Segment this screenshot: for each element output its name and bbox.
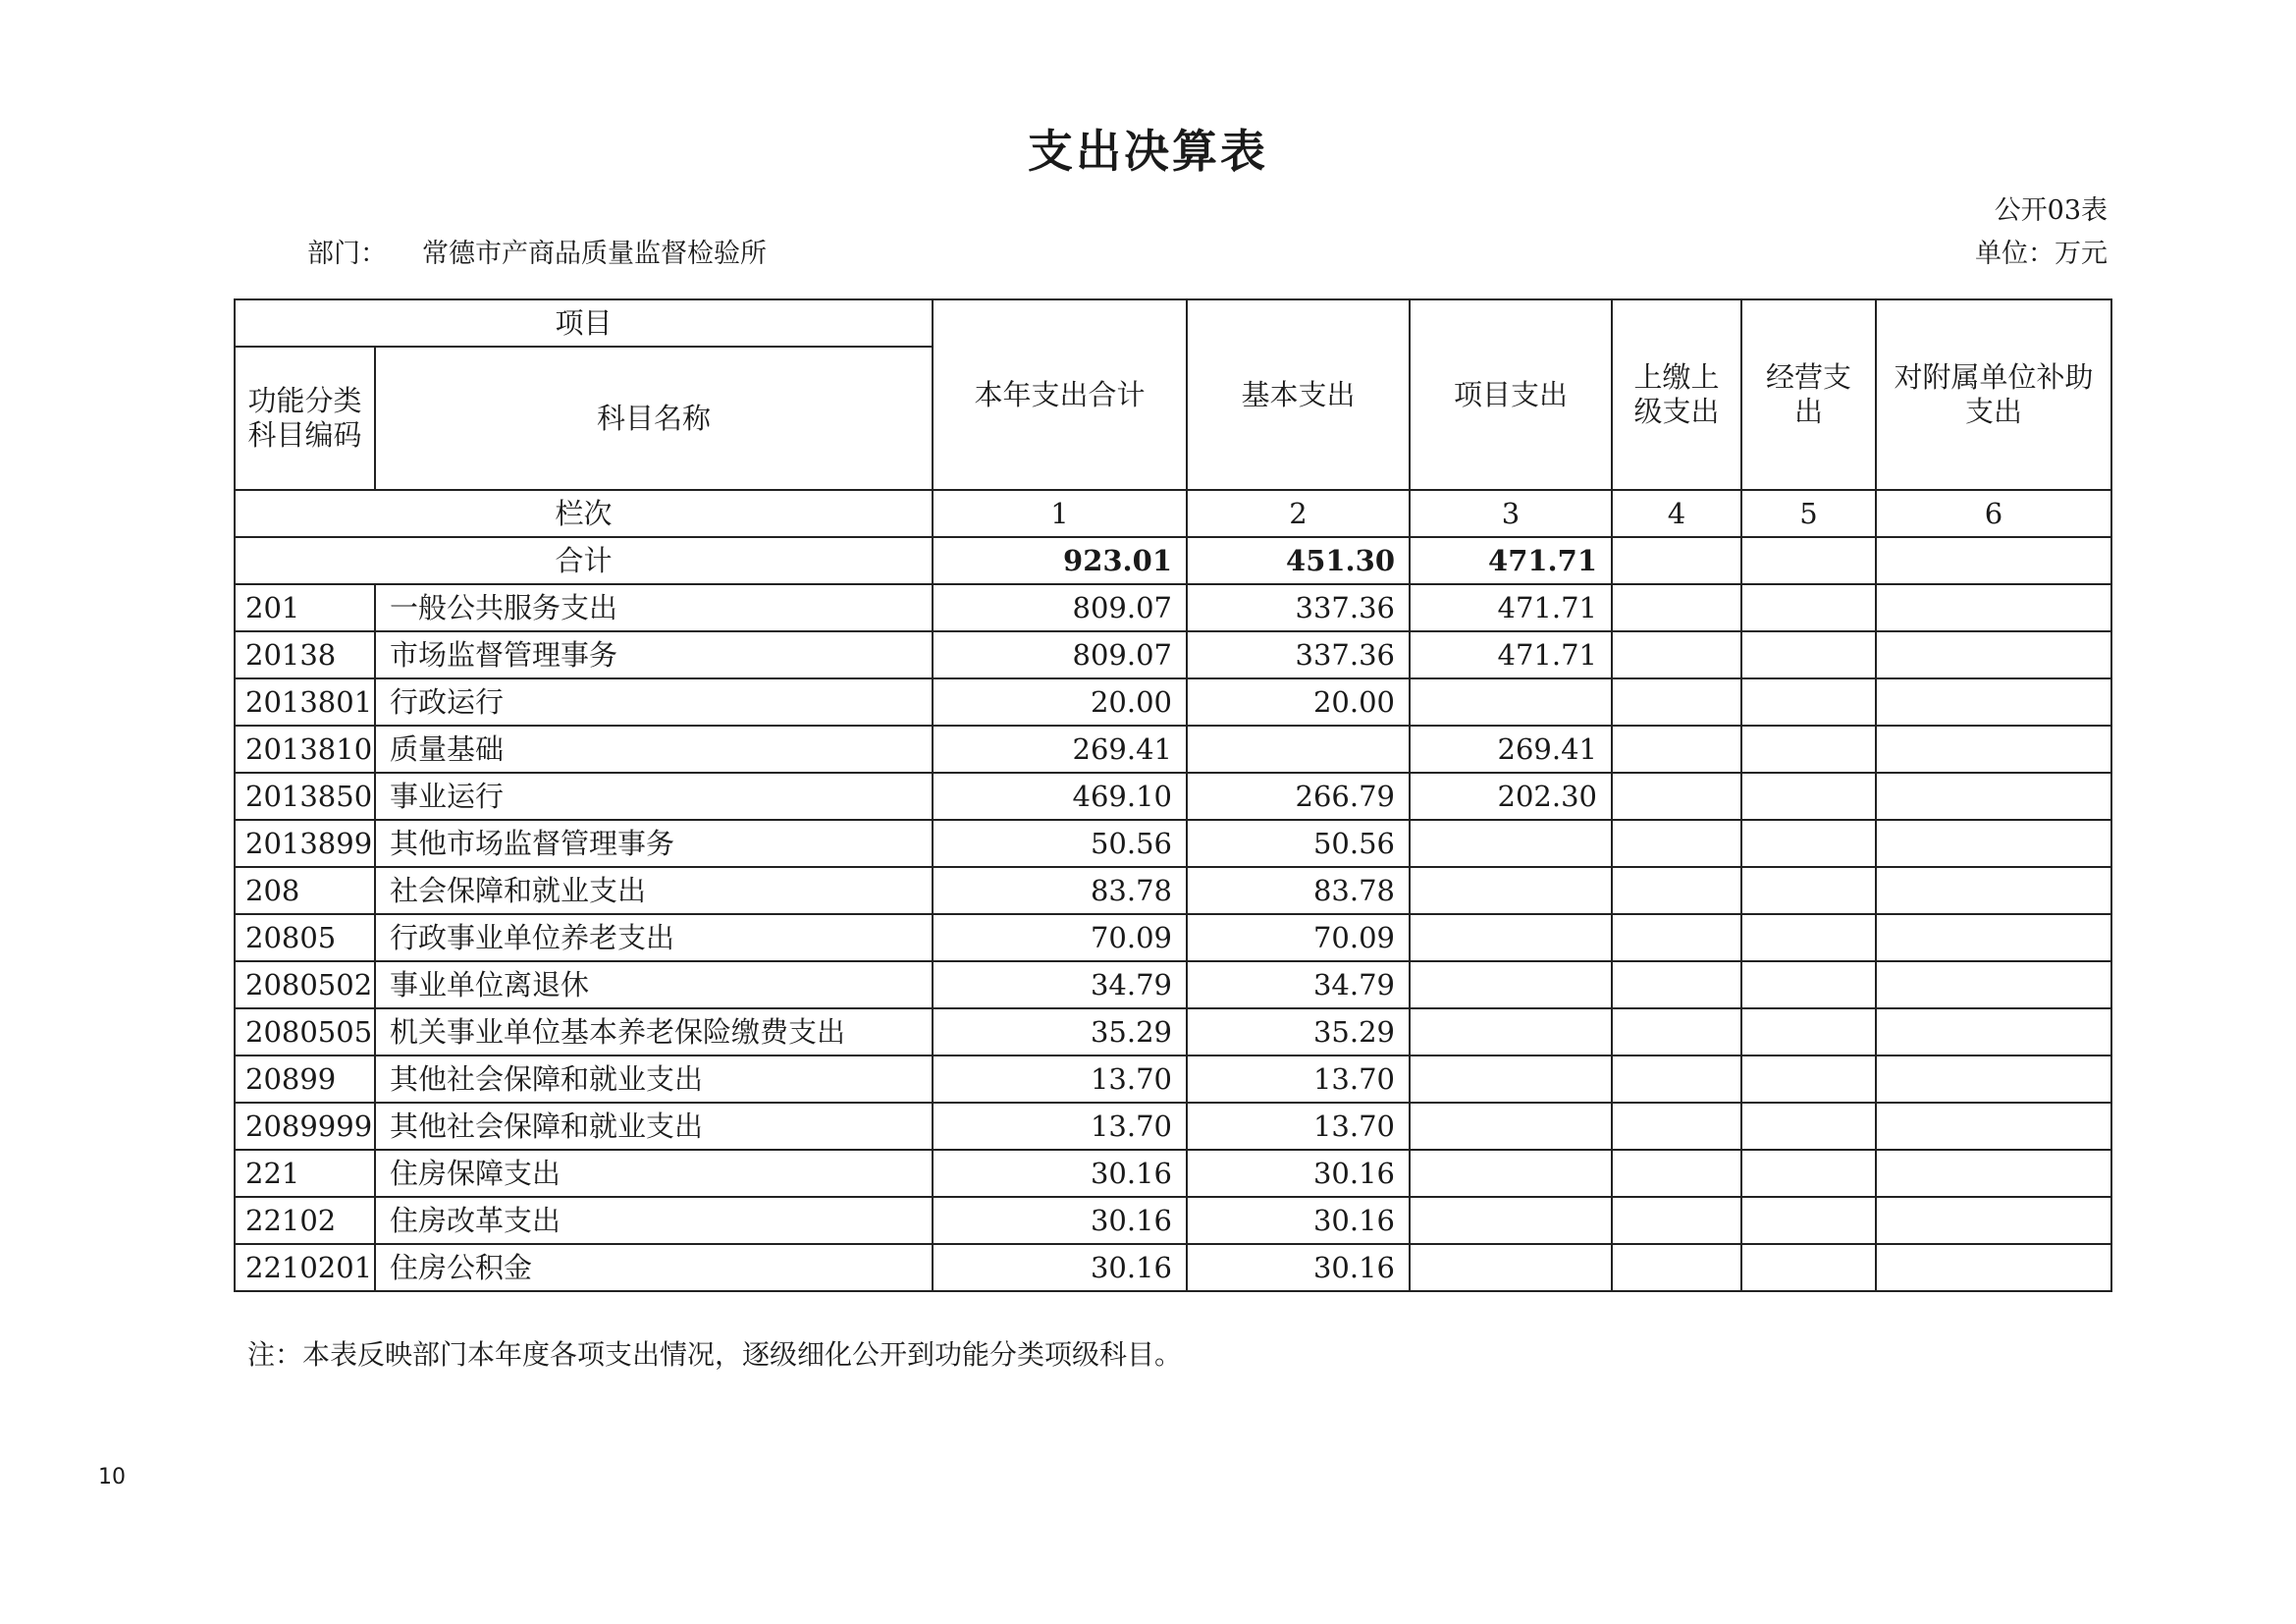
row-name: 一般公共服务支出 [375, 584, 933, 631]
row-code: 20138 [235, 631, 375, 678]
row-value [1410, 1150, 1612, 1197]
col-index: 2 [1187, 490, 1410, 537]
row-value [1741, 584, 1876, 631]
page-number: 10 [98, 1465, 126, 1489]
header-upper: 上缴上级支出 [1612, 299, 1741, 490]
row-name: 住房保障支出 [375, 1150, 933, 1197]
row-name: 行政运行 [375, 678, 933, 726]
row-value [1612, 914, 1741, 961]
row-value [1612, 1244, 1741, 1291]
row-name: 其他市场监督管理事务 [375, 820, 933, 867]
expenditure-table [234, 298, 2112, 1292]
total-value: 471.71 [1410, 537, 1612, 584]
row-value [1741, 1008, 1876, 1056]
row-value [1741, 1197, 1876, 1244]
row-value [1876, 678, 2111, 726]
header-item: 项目 [235, 299, 933, 347]
row-value: 809.07 [933, 631, 1187, 678]
row-value: 337.36 [1187, 584, 1410, 631]
table-row [235, 914, 2111, 961]
row-value [1612, 961, 1741, 1008]
total-value [1612, 537, 1741, 584]
row-value [1410, 1244, 1612, 1291]
table-row [235, 1244, 2111, 1291]
row-value [1876, 867, 2111, 914]
row-value [1612, 726, 1741, 773]
row-value [1612, 631, 1741, 678]
row-value: 471.71 [1410, 631, 1612, 678]
table-row [235, 1008, 2111, 1056]
row-code: 2013850 [235, 773, 375, 820]
row-value: 83.78 [933, 867, 1187, 914]
row-code: 221 [235, 1150, 375, 1197]
row-value [1410, 1056, 1612, 1103]
row-value [1876, 820, 2111, 867]
unit-label: 单位：万元 [1975, 239, 2108, 269]
department-name: 常德市产商品质量监督检验所 [422, 239, 767, 269]
total-value [1876, 537, 2111, 584]
row-value [1876, 584, 2111, 631]
page-title: 支出决算表 [1028, 125, 1268, 178]
row-code: 2080505 [235, 1008, 375, 1056]
row-value: 269.41 [933, 726, 1187, 773]
row-code: 2013899 [235, 820, 375, 867]
row-value [1612, 1056, 1741, 1103]
row-value: 202.30 [1410, 773, 1612, 820]
row-value [1410, 1103, 1612, 1150]
row-value [1741, 1103, 1876, 1150]
row-code: 2013801 [235, 678, 375, 726]
row-value: 13.70 [933, 1056, 1187, 1103]
table-row [235, 1056, 2111, 1103]
row-code: 2210201 [235, 1244, 375, 1291]
row-value [1410, 1197, 1612, 1244]
row-value [1876, 1056, 2111, 1103]
department-label: 部门： [307, 239, 387, 269]
row-value [1876, 961, 2111, 1008]
row-value [1876, 1244, 2111, 1291]
row-value [1876, 1150, 2111, 1197]
header-name: 科目名称 [375, 347, 933, 490]
total-value: 451.30 [1187, 537, 1410, 584]
row-value: 30.16 [933, 1150, 1187, 1197]
row-value: 13.70 [1187, 1103, 1410, 1150]
row-value: 13.70 [1187, 1056, 1410, 1103]
header-total: 本年支出合计 [933, 299, 1187, 490]
col-index: 3 [1410, 490, 1612, 537]
row-value [1410, 961, 1612, 1008]
header-basic: 基本支出 [1187, 299, 1410, 490]
row-value [1612, 1150, 1741, 1197]
row-code: 22102 [235, 1197, 375, 1244]
row-name: 机关事业单位基本养老保险缴费支出 [375, 1008, 933, 1056]
row-name: 事业运行 [375, 773, 933, 820]
row-name: 市场监督管理事务 [375, 631, 933, 678]
row-value [1741, 1244, 1876, 1291]
row-value [1741, 631, 1876, 678]
row-value [1741, 773, 1876, 820]
row-value: 30.16 [1187, 1150, 1410, 1197]
row-name: 其他社会保障和就业支出 [375, 1056, 933, 1103]
row-name: 社会保障和就业支出 [375, 867, 933, 914]
row-code: 201 [235, 584, 375, 631]
row-value [1876, 914, 2111, 961]
row-value: 50.56 [933, 820, 1187, 867]
row-value: 13.70 [933, 1103, 1187, 1150]
table-row [235, 678, 2111, 726]
row-value [1410, 914, 1612, 961]
total-row [235, 537, 2111, 584]
row-value [1741, 914, 1876, 961]
table-row [235, 820, 2111, 867]
row-value: 809.07 [933, 584, 1187, 631]
row-value [1741, 1056, 1876, 1103]
row-name: 住房改革支出 [375, 1197, 933, 1244]
row-value: 70.09 [933, 914, 1187, 961]
row-value [1876, 1197, 2111, 1244]
row-value: 50.56 [1187, 820, 1410, 867]
header-code: 功能分类科目编码 [235, 347, 375, 490]
row-value [1876, 773, 2111, 820]
header-project: 项目支出 [1410, 299, 1612, 490]
row-value [1410, 1008, 1612, 1056]
table-row [235, 631, 2111, 678]
table-row [235, 584, 2111, 631]
row-value [1612, 678, 1741, 726]
col-index: 4 [1612, 490, 1741, 537]
row-value [1741, 678, 1876, 726]
row-value [1612, 1008, 1741, 1056]
header-business: 经营支出 [1741, 299, 1876, 490]
row-value: 35.29 [933, 1008, 1187, 1056]
row-code: 2013810 [235, 726, 375, 773]
header-subsidy: 对附属单位补助支出 [1876, 299, 2111, 490]
table-row [235, 726, 2111, 773]
row-name: 住房公积金 [375, 1244, 933, 1291]
table-row [235, 773, 2111, 820]
table-row [235, 1150, 2111, 1197]
row-value: 30.16 [933, 1244, 1187, 1291]
row-code: 208 [235, 867, 375, 914]
row-value [1741, 726, 1876, 773]
row-value: 20.00 [1187, 678, 1410, 726]
row-value [1741, 867, 1876, 914]
form-code: 公开03表 [1994, 195, 2108, 226]
row-value: 83.78 [1187, 867, 1410, 914]
row-code: 20899 [235, 1056, 375, 1103]
table-row [235, 1103, 2111, 1150]
row-value: 337.36 [1187, 631, 1410, 678]
row-value: 34.79 [933, 961, 1187, 1008]
row-name: 其他社会保障和就业支出 [375, 1103, 933, 1150]
row-value [1741, 1150, 1876, 1197]
row-value: 70.09 [1187, 914, 1410, 961]
row-value [1410, 820, 1612, 867]
table-note: 注：本表反映部门本年度各项支出情况，逐级细化公开到功能分类项级科目。 [247, 1338, 1183, 1371]
row-value: 269.41 [1410, 726, 1612, 773]
col-index: 6 [1876, 490, 2111, 537]
row-code: 2080502 [235, 961, 375, 1008]
row-value [1876, 1103, 2111, 1150]
row-value: 266.79 [1187, 773, 1410, 820]
row-value: 34.79 [1187, 961, 1410, 1008]
row-value: 30.16 [933, 1197, 1187, 1244]
row-value [1612, 584, 1741, 631]
col-index-label: 栏次 [235, 490, 933, 537]
row-value: 20.00 [933, 678, 1187, 726]
total-value: 923.01 [933, 537, 1187, 584]
row-value: 30.16 [1187, 1244, 1410, 1291]
col-index: 5 [1741, 490, 1876, 537]
table-row [235, 1197, 2111, 1244]
row-value [1612, 867, 1741, 914]
row-name: 事业单位离退休 [375, 961, 933, 1008]
row-value [1612, 1197, 1741, 1244]
row-value [1741, 961, 1876, 1008]
row-code: 20805 [235, 914, 375, 961]
row-value: 469.10 [933, 773, 1187, 820]
row-value [1876, 1008, 2111, 1056]
row-value [1410, 678, 1612, 726]
row-value [1876, 631, 2111, 678]
row-name: 质量基础 [375, 726, 933, 773]
row-value [1876, 726, 2111, 773]
table-row [235, 961, 2111, 1008]
row-value: 30.16 [1187, 1197, 1410, 1244]
row-value: 471.71 [1410, 584, 1612, 631]
col-index: 1 [933, 490, 1187, 537]
row-value [1741, 820, 1876, 867]
row-value [1612, 1103, 1741, 1150]
total-value [1741, 537, 1876, 584]
table-row [235, 867, 2111, 914]
row-name: 行政事业单位养老支出 [375, 914, 933, 961]
row-value [1410, 867, 1612, 914]
row-value: 35.29 [1187, 1008, 1410, 1056]
row-value [1187, 726, 1410, 773]
row-code: 2089999 [235, 1103, 375, 1150]
row-value [1612, 820, 1741, 867]
total-label: 合计 [235, 537, 933, 584]
row-value [1612, 773, 1741, 820]
